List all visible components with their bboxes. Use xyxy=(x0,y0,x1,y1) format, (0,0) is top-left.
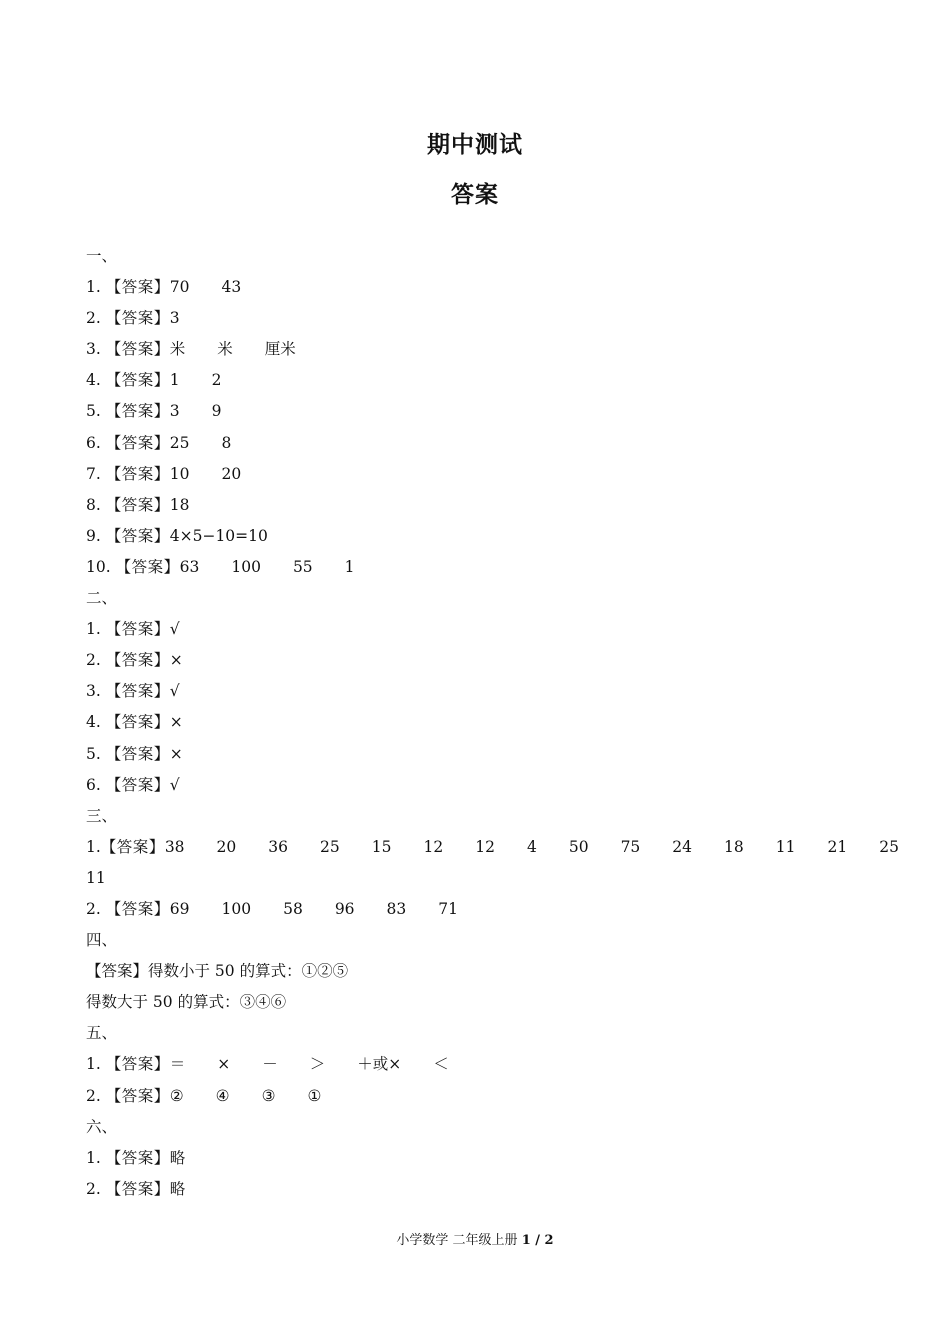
question-number: 1. xyxy=(86,278,101,297)
answer-value: 21 xyxy=(827,837,848,856)
answer-value: × xyxy=(169,713,183,732)
answer-value: 8 xyxy=(221,433,232,452)
answer-row xyxy=(86,614,876,645)
answer-row xyxy=(86,521,876,552)
answer-row xyxy=(86,832,899,863)
answer-value: 70 xyxy=(169,278,190,297)
answer-tag: 【答案】 xyxy=(100,837,165,856)
question-number: 2. xyxy=(86,1086,101,1105)
question-number: 7. xyxy=(86,464,101,483)
section-heading: 六、 xyxy=(86,1117,118,1136)
answer-value: 11 xyxy=(775,837,796,856)
question-number: 9. xyxy=(86,526,101,545)
question-number: 1. xyxy=(86,837,101,856)
section-heading: 五、 xyxy=(86,1024,118,1043)
section-heading: 四、 xyxy=(86,931,118,950)
answer-text-line: 得数大于 50 的算式：③④⑥ xyxy=(86,993,287,1012)
answer-row xyxy=(86,645,876,676)
answer-value: 3 xyxy=(169,402,180,421)
answer-row xyxy=(86,770,876,801)
answer-value: 50 xyxy=(568,837,589,856)
answer-tag: 【答案】 xyxy=(105,682,170,701)
question-number: 1. xyxy=(86,620,101,639)
section-heading: 三、 xyxy=(86,806,118,825)
answer-value: 83 xyxy=(386,899,407,918)
answer-value: 18 xyxy=(724,837,744,856)
answer-row xyxy=(86,428,876,459)
answer-tag: 【答案】 xyxy=(105,526,170,545)
answer-row xyxy=(86,490,876,521)
answer-row xyxy=(86,707,876,738)
answer-tag: 【答案】 xyxy=(105,433,170,452)
question-number: 1. xyxy=(86,1055,101,1074)
answer-row xyxy=(86,739,876,770)
answer-value: － xyxy=(262,1055,278,1074)
answer-tag: 【答案】 xyxy=(105,1179,170,1198)
page-number: 1 / 2 xyxy=(521,1233,554,1248)
answer-row xyxy=(86,676,876,707)
answer-list xyxy=(86,241,899,1205)
answer-row xyxy=(86,1081,876,1112)
answer-value: 43 xyxy=(221,278,242,297)
question-number: 6. xyxy=(86,775,101,794)
answer-row xyxy=(86,552,876,583)
answer-value: 69 xyxy=(169,899,190,918)
answer-value: 24 xyxy=(672,837,693,856)
answer-tag: 【答案】 xyxy=(105,278,170,297)
question-number: 6. xyxy=(86,433,101,452)
answer-row xyxy=(86,894,876,925)
answer-tag: 【答案】 xyxy=(105,620,170,639)
answer-value: 4 xyxy=(526,837,537,856)
answer-row xyxy=(86,365,876,396)
question-number: 4. xyxy=(86,713,101,732)
answer-value: 100 xyxy=(221,899,252,918)
answer-value: × xyxy=(169,744,183,763)
answer-value: 100 xyxy=(231,557,261,576)
question-number: 3. xyxy=(86,340,101,359)
answer-value: 36 xyxy=(268,837,289,856)
question-number: 3. xyxy=(86,682,101,701)
question-number: 8. xyxy=(86,495,101,514)
answer-value: 米 xyxy=(169,340,186,359)
section-heading: 二、 xyxy=(86,589,118,608)
answer-value: 96 xyxy=(334,899,355,918)
answer-value: 58 xyxy=(283,899,303,918)
answer-value: 略 xyxy=(169,1179,186,1198)
answer-tag: 【答案】 xyxy=(105,775,170,794)
answer-row xyxy=(86,272,876,303)
answer-value: √ xyxy=(169,682,180,701)
answer-value: ④ xyxy=(215,1086,230,1105)
answer-tag: 【答案】 xyxy=(105,495,170,514)
answer-value: 1 xyxy=(169,371,180,390)
answer-value: 55 xyxy=(292,557,313,576)
answer-value: 12 xyxy=(423,837,444,856)
answer-value: 2 xyxy=(211,371,222,390)
answer-value: 11 xyxy=(86,868,106,887)
answer-value: 米 xyxy=(217,340,233,359)
answer-row xyxy=(86,1143,876,1174)
answer-tag: 【答案】 xyxy=(105,371,170,390)
answer-tag: 【答案】 xyxy=(105,1086,170,1105)
answer-value: 4×5−10=10 xyxy=(169,526,268,545)
answer-row xyxy=(86,1174,876,1205)
question-number: 2. xyxy=(86,899,101,918)
answer-value: ① xyxy=(307,1086,322,1105)
page-footer xyxy=(0,1229,950,1248)
answer-tag: 【答案】 xyxy=(105,340,170,359)
answer-tag: 【答案】 xyxy=(105,899,170,918)
answer-value: 71 xyxy=(438,899,459,918)
question-number: 2. xyxy=(86,1179,101,1198)
answer-value: 20 xyxy=(216,837,237,856)
answer-tag: 【答案】 xyxy=(105,1148,170,1167)
answer-value: 厘米 xyxy=(264,340,296,359)
question-number: 5. xyxy=(86,402,101,421)
question-number: 1. xyxy=(86,1148,101,1167)
answer-value: ＝ xyxy=(169,1055,186,1074)
answer-row xyxy=(86,334,876,365)
answer-value: 略 xyxy=(169,1148,186,1167)
answer-value: 25 xyxy=(169,433,190,452)
answer-tag: 【答案】 xyxy=(105,713,170,732)
answer-value: 63 xyxy=(179,557,200,576)
section-heading: 一、 xyxy=(86,247,118,265)
footer-text: 小学数学 二年级上册 xyxy=(396,1233,518,1248)
answer-value: 20 xyxy=(221,464,242,483)
answer-value: 3 xyxy=(169,309,180,328)
answer-value: 38 xyxy=(164,837,185,856)
answer-value: 25 xyxy=(879,837,899,856)
question-number: 2. xyxy=(86,309,101,328)
answer-value: ③ xyxy=(261,1086,276,1105)
answer-value: ＋或× xyxy=(357,1055,402,1074)
answer-continuation xyxy=(86,863,876,894)
answer-value: × xyxy=(217,1055,231,1074)
answer-tag: 【答案】 xyxy=(105,402,170,421)
answer-value: × xyxy=(169,651,183,670)
answer-tag: 【答案】 xyxy=(105,1055,170,1074)
answer-value: 9 xyxy=(211,402,222,421)
answer-row xyxy=(86,303,876,334)
answer-tag: 【答案】 xyxy=(105,744,170,763)
answer-value: 12 xyxy=(475,837,495,856)
answer-tag: 【答案】 xyxy=(105,651,170,670)
answer-tag: 【答案】 xyxy=(105,464,170,483)
answer-tag: 【答案】 xyxy=(115,557,180,576)
answer-value: ＞ xyxy=(309,1055,326,1074)
answer-row xyxy=(86,459,876,490)
answer-value: 75 xyxy=(620,837,641,856)
answer-row xyxy=(86,1049,876,1080)
page-title: 期中测试 xyxy=(427,132,523,158)
question-number: 5. xyxy=(86,744,101,763)
page-subtitle: 答案 xyxy=(451,182,499,208)
answer-value: 25 xyxy=(320,837,340,856)
answer-value: ② xyxy=(169,1086,184,1105)
answer-value: 18 xyxy=(169,495,190,514)
answer-value: 10 xyxy=(169,464,190,483)
question-number: 2. xyxy=(86,651,101,670)
answer-text-line: 【答案】得数小于 50 的算式：①②⑤ xyxy=(86,962,349,981)
answer-value: ＜ xyxy=(433,1055,449,1074)
question-number: 10. xyxy=(86,557,111,576)
question-number: 4. xyxy=(86,371,101,390)
answer-row xyxy=(86,396,876,427)
answer-value: √ xyxy=(169,620,180,639)
answer-value: 15 xyxy=(371,837,392,856)
answer-value: √ xyxy=(169,775,180,794)
answer-value: 1 xyxy=(344,557,355,576)
answer-tag: 【答案】 xyxy=(105,309,170,328)
